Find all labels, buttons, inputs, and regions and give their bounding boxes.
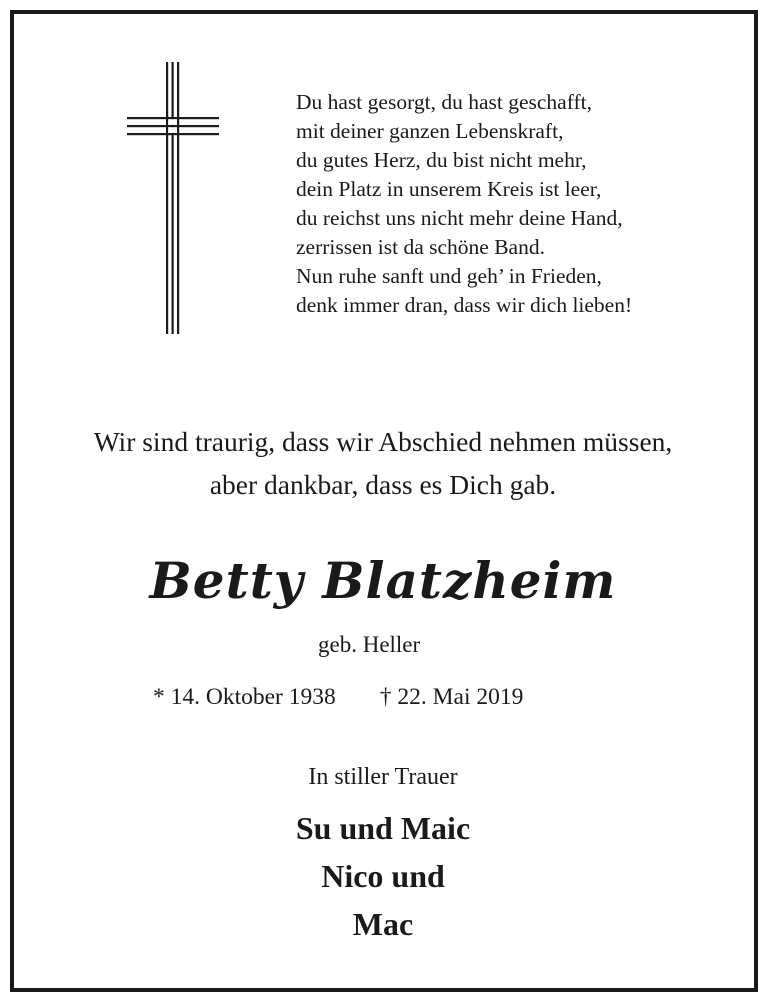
deceased-name: Betty Blatzheim xyxy=(149,551,617,610)
quote-line: aber dankbar, dass es Dich gab. xyxy=(209,469,557,500)
survivor-name: Mac xyxy=(352,906,414,942)
birth-name: geb. Heller xyxy=(318,632,421,657)
death-date: † 22. Mai 2019 xyxy=(379,684,524,710)
poem-line: du gutes Herz, du bist nicht mehr, xyxy=(296,148,587,172)
poem xyxy=(296,88,736,320)
cross-icon xyxy=(127,62,219,334)
poem-line: Nun ruhe sanft und geh’ in Frieden, xyxy=(296,264,602,288)
farewell-quote xyxy=(0,420,766,506)
survivor-name: Su und Maic xyxy=(295,810,471,846)
survivor-names xyxy=(0,804,766,948)
survivor-name: Nico und xyxy=(321,858,445,894)
poem-line: zerrissen ist da schöne Band. xyxy=(296,235,545,259)
poem-line: denk immer dran, dass wir dich lieben! xyxy=(296,293,633,317)
poem-line: du reichst uns nicht mehr deine Hand, xyxy=(296,206,623,230)
quote-line: Wir sind traurig, dass wir Abschied nehmen müssen, xyxy=(93,426,673,457)
mourning-intro: In stiller Trauer xyxy=(308,764,458,790)
life-dates xyxy=(153,680,523,714)
poem-line: mit deiner ganzen Lebenskraft, xyxy=(296,119,564,143)
birth-date: * 14. Oktober 1938 xyxy=(153,684,336,710)
poem-line: Du hast gesorgt, du hast geschafft, xyxy=(296,90,592,114)
poem-line: dein Platz in unserem Kreis ist leer, xyxy=(296,177,602,201)
